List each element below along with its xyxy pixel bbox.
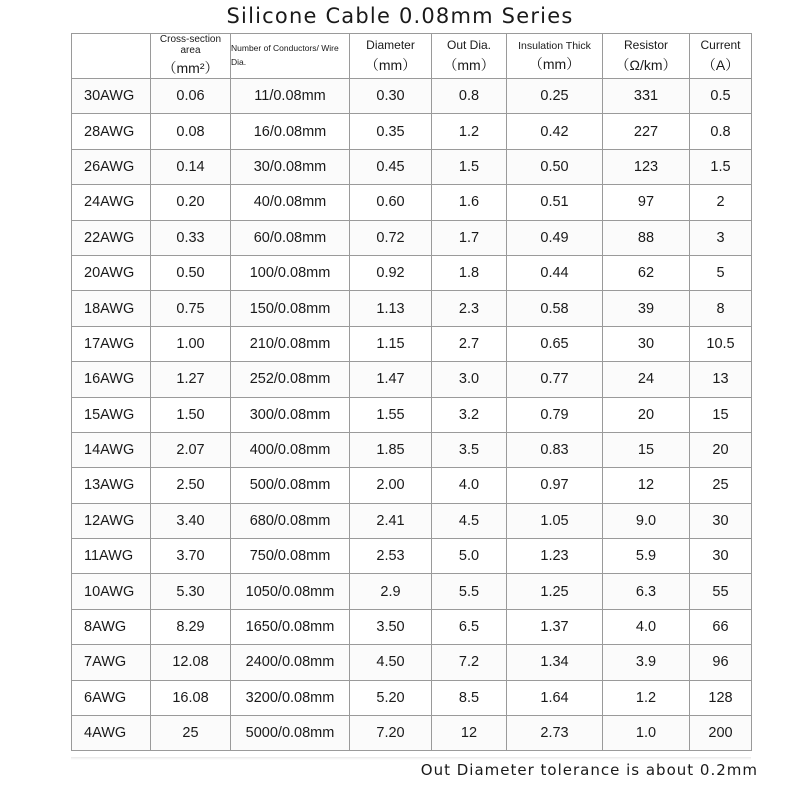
table-cell: 1.23 bbox=[507, 539, 603, 574]
table-cell: 13 bbox=[690, 362, 752, 397]
table-cell: 1.00 bbox=[151, 326, 231, 361]
table-cell: 0.45 bbox=[350, 149, 432, 184]
table-cell: 4.5 bbox=[432, 503, 507, 538]
table-cell: 96 bbox=[690, 645, 752, 680]
table-cell: 60/0.08mm bbox=[231, 220, 350, 255]
table-cell: 40/0.08mm bbox=[231, 185, 350, 220]
table-row bbox=[72, 291, 752, 326]
table-cell: 12 bbox=[603, 468, 690, 503]
table-row bbox=[72, 432, 752, 467]
table-cell: 1.27 bbox=[151, 362, 231, 397]
table-cell: 0.77 bbox=[507, 362, 603, 397]
gauge-cell: 18AWG bbox=[72, 291, 151, 326]
table-cell: 1.47 bbox=[350, 362, 432, 397]
table-cell: 0.8 bbox=[690, 114, 752, 149]
table-cell: 3.9 bbox=[603, 645, 690, 680]
table-cell: 0.65 bbox=[507, 326, 603, 361]
table-cell: 30/0.08mm bbox=[231, 149, 350, 184]
table-cell: 20 bbox=[603, 397, 690, 432]
gauge-cell: 11AWG bbox=[72, 539, 151, 574]
table-cell: 2.7 bbox=[432, 326, 507, 361]
tolerance-note: Out Diameter tolerance is about 0.2mm bbox=[420, 761, 758, 779]
table-cell: 1.05 bbox=[507, 503, 603, 538]
table-cell: 8.5 bbox=[432, 680, 507, 715]
table-cell: 0.92 bbox=[350, 255, 432, 290]
table-cell: 0.14 bbox=[151, 149, 231, 184]
header-insulation: Insulation Thick （mm） bbox=[507, 34, 603, 79]
table-cell: 680/0.08mm bbox=[231, 503, 350, 538]
table-cell: 62 bbox=[603, 255, 690, 290]
table-cell: 12.08 bbox=[151, 645, 231, 680]
table-cell: 1.55 bbox=[350, 397, 432, 432]
table-row bbox=[72, 220, 752, 255]
table-cell: 1.2 bbox=[432, 114, 507, 149]
table-cell: 1.64 bbox=[507, 680, 603, 715]
table-cell: 750/0.08mm bbox=[231, 539, 350, 574]
gauge-cell: 13AWG bbox=[72, 468, 151, 503]
table-body bbox=[72, 79, 752, 751]
table-cell: 2.50 bbox=[151, 468, 231, 503]
header-conductors: Number of Conductors/ Wire Dia. bbox=[231, 34, 350, 79]
table-cell: 3.40 bbox=[151, 503, 231, 538]
table-cell: 0.8 bbox=[432, 79, 507, 114]
table-cell: 0.25 bbox=[507, 79, 603, 114]
table-cell: 100/0.08mm bbox=[231, 255, 350, 290]
table-row bbox=[72, 326, 752, 361]
table-cell: 10.5 bbox=[690, 326, 752, 361]
gauge-cell: 22AWG bbox=[72, 220, 151, 255]
table-cell: 30 bbox=[690, 503, 752, 538]
table-cell: 200 bbox=[690, 716, 752, 751]
table-cell: 8.29 bbox=[151, 609, 231, 644]
table-cell: 227 bbox=[603, 114, 690, 149]
table-cell: 2.3 bbox=[432, 291, 507, 326]
table-cell: 30 bbox=[603, 326, 690, 361]
table-cell: 25 bbox=[151, 716, 231, 751]
table-row bbox=[72, 503, 752, 538]
table-header-row bbox=[72, 34, 752, 79]
table-cell: 30 bbox=[690, 539, 752, 574]
spec-table bbox=[71, 33, 752, 751]
table-cell: 1.85 bbox=[350, 432, 432, 467]
table-row bbox=[72, 645, 752, 680]
table-cell: 12 bbox=[432, 716, 507, 751]
table-cell: 0.79 bbox=[507, 397, 603, 432]
gauge-cell: 20AWG bbox=[72, 255, 151, 290]
table-cell: 331 bbox=[603, 79, 690, 114]
table-cell: 6.5 bbox=[432, 609, 507, 644]
table-cell: 0.50 bbox=[151, 255, 231, 290]
table-cell: 5.9 bbox=[603, 539, 690, 574]
table-cell: 66 bbox=[690, 609, 752, 644]
table-cell: 0.49 bbox=[507, 220, 603, 255]
table-row bbox=[72, 362, 752, 397]
table-cell: 20 bbox=[690, 432, 752, 467]
table-row bbox=[72, 255, 752, 290]
table-row bbox=[72, 397, 752, 432]
table-row bbox=[72, 149, 752, 184]
table-row bbox=[72, 680, 752, 715]
table-cell: 0.97 bbox=[507, 468, 603, 503]
table-cell: 9.0 bbox=[603, 503, 690, 538]
table-row bbox=[72, 539, 752, 574]
table-cell: 0.83 bbox=[507, 432, 603, 467]
header-out-dia: Out Dia. （mm） bbox=[432, 34, 507, 79]
header-diameter: Diameter （mm） bbox=[350, 34, 432, 79]
table-cell: 1050/0.08mm bbox=[231, 574, 350, 609]
table-row bbox=[72, 79, 752, 114]
table-cell: 1.2 bbox=[603, 680, 690, 715]
gauge-cell: 15AWG bbox=[72, 397, 151, 432]
table-cell: 3.50 bbox=[350, 609, 432, 644]
table-cell: 2.41 bbox=[350, 503, 432, 538]
table-cell: 400/0.08mm bbox=[231, 432, 350, 467]
gauge-cell: 16AWG bbox=[72, 362, 151, 397]
table-cell: 0.60 bbox=[350, 185, 432, 220]
table-cell: 24 bbox=[603, 362, 690, 397]
gauge-cell: 8AWG bbox=[72, 609, 151, 644]
table-cell: 0.35 bbox=[350, 114, 432, 149]
table-cell: 0.20 bbox=[151, 185, 231, 220]
table-cell: 7.20 bbox=[350, 716, 432, 751]
header-cross-section: Cross-section area （mm²） bbox=[151, 34, 231, 79]
table-cell: 15 bbox=[603, 432, 690, 467]
gauge-cell: 26AWG bbox=[72, 149, 151, 184]
table-cell: 16/0.08mm bbox=[231, 114, 350, 149]
table-cell: 1.50 bbox=[151, 397, 231, 432]
table-cell: 2.73 bbox=[507, 716, 603, 751]
gauge-cell: 10AWG bbox=[72, 574, 151, 609]
gauge-cell: 7AWG bbox=[72, 645, 151, 680]
table-cell: 210/0.08mm bbox=[231, 326, 350, 361]
table-cell: 150/0.08mm bbox=[231, 291, 350, 326]
table-cell: 8 bbox=[690, 291, 752, 326]
table-cell: 1.13 bbox=[350, 291, 432, 326]
table-cell: 1.5 bbox=[432, 149, 507, 184]
table-cell: 2.00 bbox=[350, 468, 432, 503]
table-cell: 0.33 bbox=[151, 220, 231, 255]
table-cell: 3.5 bbox=[432, 432, 507, 467]
table-cell: 1.34 bbox=[507, 645, 603, 680]
table-cell: 7.2 bbox=[432, 645, 507, 680]
table-cell: 11/0.08mm bbox=[231, 79, 350, 114]
gauge-cell: 28AWG bbox=[72, 114, 151, 149]
table-row bbox=[72, 468, 752, 503]
table-cell: 500/0.08mm bbox=[231, 468, 350, 503]
header-resistor: Resistor （Ω/km） bbox=[603, 34, 690, 79]
table-cell: 1.5 bbox=[690, 149, 752, 184]
table-cell: 1.15 bbox=[350, 326, 432, 361]
table-cell: 128 bbox=[690, 680, 752, 715]
gauge-cell: 30AWG bbox=[72, 79, 151, 114]
table-cell: 0.72 bbox=[350, 220, 432, 255]
table-cell: 1.7 bbox=[432, 220, 507, 255]
gauge-cell: 24AWG bbox=[72, 185, 151, 220]
header-current: Current （A） bbox=[690, 34, 752, 79]
table-cell: 0.50 bbox=[507, 149, 603, 184]
table-cell: 0.44 bbox=[507, 255, 603, 290]
header-gauge bbox=[72, 34, 151, 79]
table-cell: 5.0 bbox=[432, 539, 507, 574]
table-cell: 2 bbox=[690, 185, 752, 220]
table-cell: 2.9 bbox=[350, 574, 432, 609]
table-shadow bbox=[71, 757, 751, 760]
table-cell: 16.08 bbox=[151, 680, 231, 715]
table-cell: 88 bbox=[603, 220, 690, 255]
table-row bbox=[72, 716, 752, 751]
table-cell: 1.6 bbox=[432, 185, 507, 220]
table-row bbox=[72, 185, 752, 220]
table-cell: 5.5 bbox=[432, 574, 507, 609]
table-cell: 2.07 bbox=[151, 432, 231, 467]
table-cell: 0.30 bbox=[350, 79, 432, 114]
table-cell: 25 bbox=[690, 468, 752, 503]
table-cell: 3 bbox=[690, 220, 752, 255]
page-title: Silicone Cable 0.08mm Series bbox=[226, 4, 574, 28]
table-cell: 4.0 bbox=[603, 609, 690, 644]
table-cell: 2.53 bbox=[350, 539, 432, 574]
table-cell: 4.50 bbox=[350, 645, 432, 680]
table-row bbox=[72, 574, 752, 609]
table-cell: 0.51 bbox=[507, 185, 603, 220]
table-cell: 3.0 bbox=[432, 362, 507, 397]
table-cell: 0.08 bbox=[151, 114, 231, 149]
table-cell: 5.30 bbox=[151, 574, 231, 609]
table-cell: 6.3 bbox=[603, 574, 690, 609]
table-cell: 0.58 bbox=[507, 291, 603, 326]
table-cell: 2400/0.08mm bbox=[231, 645, 350, 680]
table-cell: 1.8 bbox=[432, 255, 507, 290]
table-cell: 300/0.08mm bbox=[231, 397, 350, 432]
table-row bbox=[72, 609, 752, 644]
table-cell: 0.5 bbox=[690, 79, 752, 114]
table-cell: 5000/0.08mm bbox=[231, 716, 350, 751]
table-cell: 0.75 bbox=[151, 291, 231, 326]
gauge-cell: 12AWG bbox=[72, 503, 151, 538]
gauge-cell: 14AWG bbox=[72, 432, 151, 467]
gauge-cell: 17AWG bbox=[72, 326, 151, 361]
table-cell: 3.2 bbox=[432, 397, 507, 432]
table-cell: 3.70 bbox=[151, 539, 231, 574]
table-cell: 39 bbox=[603, 291, 690, 326]
table-cell: 123 bbox=[603, 149, 690, 184]
table-cell: 1.37 bbox=[507, 609, 603, 644]
table-cell: 5.20 bbox=[350, 680, 432, 715]
table-cell: 0.06 bbox=[151, 79, 231, 114]
gauge-cell: 4AWG bbox=[72, 716, 151, 751]
table-cell: 5 bbox=[690, 255, 752, 290]
table-cell: 97 bbox=[603, 185, 690, 220]
table-row bbox=[72, 114, 752, 149]
table-cell: 3200/0.08mm bbox=[231, 680, 350, 715]
table-cell: 1.0 bbox=[603, 716, 690, 751]
table-cell: 55 bbox=[690, 574, 752, 609]
table-cell: 252/0.08mm bbox=[231, 362, 350, 397]
table-cell: 1.25 bbox=[507, 574, 603, 609]
table-cell: 15 bbox=[690, 397, 752, 432]
table-cell: 0.42 bbox=[507, 114, 603, 149]
gauge-cell: 6AWG bbox=[72, 680, 151, 715]
table-cell: 1650/0.08mm bbox=[231, 609, 350, 644]
table-cell: 4.0 bbox=[432, 468, 507, 503]
